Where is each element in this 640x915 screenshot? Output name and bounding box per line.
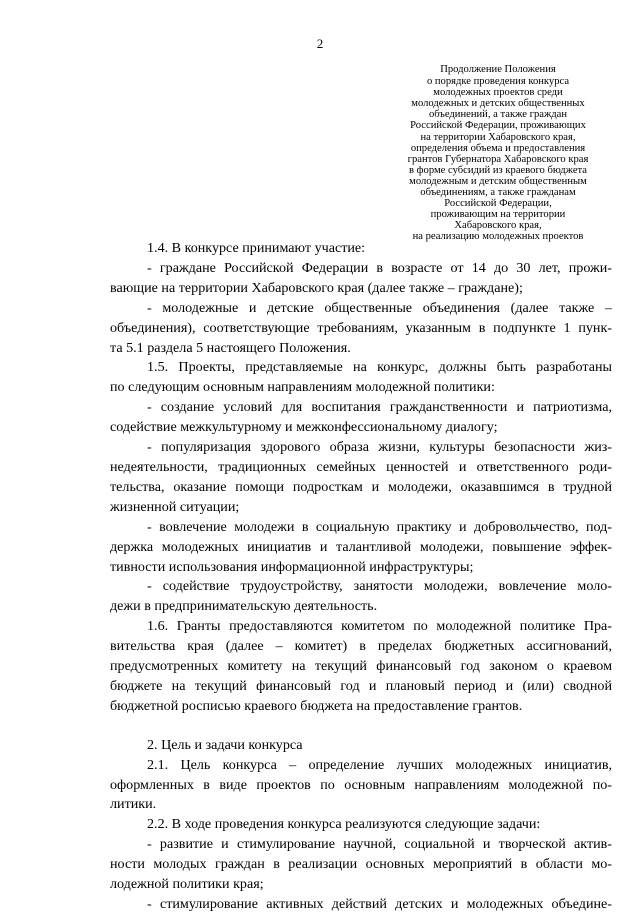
- section-spacer: [110, 717, 612, 736]
- text-line: бюджетной росписью краевого бюджета на предоставление грантов.: [110, 697, 523, 714]
- text-line: дежи в предпринимательскую деятельность.: [110, 598, 378, 615]
- text-line: лодежной политики края;: [110, 876, 264, 893]
- text-line: - популяризация здорового образа жизни, культуры безопасности жиз-: [147, 439, 612, 456]
- text-line: предусмотренных комитету на текущий финансовый год законом о краевом: [110, 658, 612, 675]
- paragraph-1-5-item-d: [110, 577, 612, 617]
- text-line: по следующим основным направлениям молодежной политики:: [110, 379, 495, 396]
- text-line: - развитие и стимулирование научной, социальной и творческой актив-: [147, 836, 612, 853]
- header-line: на территории Хабаровского края,: [420, 131, 576, 143]
- header-line: грантов Губернатора Хабаровского края: [407, 153, 589, 165]
- text-line: недеятельности, традиционных семейных ценностей и ответственного роди-: [110, 458, 612, 475]
- header-line: молодежных проектов среди: [433, 87, 563, 99]
- text-line: - граждане Российской Федерации в возрасте от 14 до 30 лет, прожи-: [147, 259, 612, 276]
- header-line: Продолжение Положения: [440, 64, 556, 75]
- text-line: объединения), соответствующие требованиям, указанным в подпункте 1 пунк-: [110, 319, 612, 336]
- section-heading: 2. Цель и задачи конкурса: [147, 736, 303, 753]
- header-line: в форме субсидий из краевого бюджета: [409, 164, 587, 176]
- header-line: Хабаровского края,: [454, 220, 542, 232]
- text-line: тивности использования информационной инфраструктуры;: [110, 558, 474, 575]
- text-line: 1.5. Проекты, представляемые на конкурс, должны быть разработаны: [147, 359, 612, 376]
- text-line: - содействие трудоустройству, занятости молодежи, вовлечение моло-: [147, 578, 612, 595]
- text-line: - молодежные и детские общественные объединения (далее также –: [147, 299, 612, 316]
- header-line: молодежных и детских общественных: [411, 98, 585, 110]
- text-line: 2.2. В ходе проведения конкурса реализуются следующие задачи:: [147, 816, 541, 833]
- text-line: вающие на территории Хабаровского края (далее также – граждане);: [110, 279, 523, 296]
- paragraph-1-6: [110, 617, 612, 717]
- text-line: - вовлечение молодежи в социальную практику и добровольчество, под-: [147, 518, 612, 535]
- section-2-title: [110, 736, 612, 756]
- text-line: - стимулирование активных действий детских и молодежных объедине-: [147, 896, 612, 912]
- text-line: литики.: [110, 796, 157, 813]
- paragraph-1-5: [110, 358, 612, 398]
- header-line: о порядке проведения конкурса: [426, 76, 570, 88]
- paragraph-1-5-item-a: [110, 398, 612, 438]
- paragraph-2-1: [110, 756, 612, 816]
- paragraph-1-5-item-c: [110, 518, 612, 578]
- text-line: содействие межкультурному и межконфессиональному диалогу;: [110, 419, 498, 436]
- header-line: на реализацию молодежных проектов: [412, 231, 584, 243]
- text-line: 1.6. Гранты предоставляются комитетом по молодежной политике Пра-: [147, 618, 612, 635]
- paragraph-1-4: [110, 239, 612, 259]
- page-number: 2: [316, 36, 324, 51]
- text-line: жизненной ситуации;: [110, 498, 240, 515]
- paragraph-1-5-item-b: [110, 438, 612, 518]
- header-line: объединениям, а также гражданам: [420, 187, 576, 199]
- text-line: - создание условий для воспитания гражданственности и патриотизма,: [147, 399, 612, 416]
- text-line: ности молодых граждан в реализации основных мероприятий в области мо-: [110, 856, 612, 873]
- header-line: Российской Федерации, проживающих: [410, 120, 586, 132]
- text-line: держка молодежных инициатив и талантливой молодежи, повышение эффек-: [110, 538, 612, 555]
- text-line: бюджете на текущий финансовый год и плановый период и (или) сводной: [110, 677, 612, 694]
- text-line: 2.1. Цель конкурса – определение лучших молодежных инициатив,: [147, 756, 612, 773]
- header-line: объединений, а также граждан: [428, 109, 568, 121]
- text-line: оформленных в виде проектов по основным направлениям молодежной по-: [110, 776, 612, 793]
- paragraph-2-2: [110, 815, 612, 835]
- text-line: та 5.1 раздела 5 настоящего Положения.: [110, 339, 351, 356]
- paragraph-2-2-item-a: [110, 835, 612, 895]
- paragraph-1-4-item-b: [110, 299, 612, 359]
- paragraph-1-4-item-a: [110, 259, 612, 299]
- text-line: вительства края (далее – комитет) в пределах бюджетных ассигнований,: [110, 638, 612, 655]
- text-line: 1.4. В конкурсе принимают участие:: [147, 240, 366, 256]
- text-line: тельства, оказание помощи подросткам и молодежи, оказавшимся в трудной: [110, 478, 612, 495]
- header-line: определения объема и предоставления: [410, 142, 586, 154]
- header-line: Российской Федерации,: [444, 198, 552, 210]
- document-body: [110, 239, 612, 915]
- document-header-continuation: [376, 64, 620, 243]
- header-line: проживающим на территории: [430, 209, 566, 221]
- header-line: молодежным и детским общественным: [409, 175, 587, 187]
